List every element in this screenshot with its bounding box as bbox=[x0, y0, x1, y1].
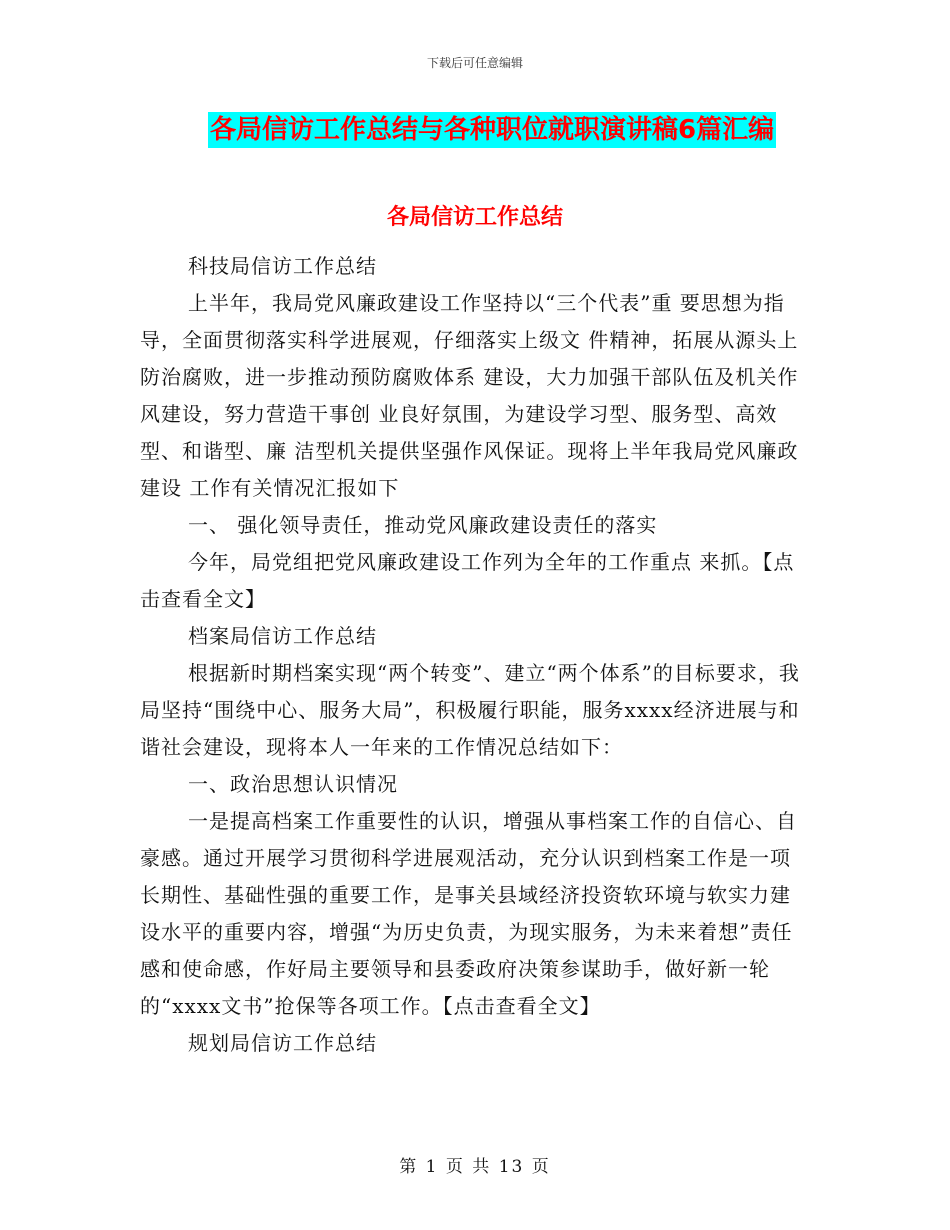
document-body bbox=[140, 248, 810, 1062]
article-heading-keji: 科技局信访工作总结 bbox=[188, 254, 377, 278]
paragraph-dangan-detail bbox=[140, 803, 810, 1025]
view-full-text-link[interactable]: 【点击查看全文】 bbox=[442, 994, 601, 1018]
paragraph-heading-politics: 一、政治思想认识情况 bbox=[188, 772, 398, 796]
paragraph-keji-intro: 上半年，我局党风廉政建设工作坚持以“三个代表”重 要思想为指导，全面贯彻落实科学进展观，仔细落实上级文 件精神，拓展从源头上防治腐败，进一步推动预防腐败体系 建设，大力加强干部队伍及机关作风建设，努力营造干事创 业良好氛围，为建设学习型、服务型、高效型、和谐型、廉 洁型机关提供坚强作风保证。现将上半年我局党风廉政建设 工作有关情况汇报如下 bbox=[140, 291, 799, 500]
paragraph-text: 今年，局党组把党风廉政建设工作列为全年的工作重点 来抓。 bbox=[188, 550, 763, 574]
header-note: 下载后可任意编辑 bbox=[426, 56, 523, 70]
paragraph-heading-1: 一、 强化领导责任，推动党风廉政建设责任的落实 bbox=[188, 513, 658, 537]
document-title: 各局信访工作总结与各种职位就职演讲稿6篇汇编 bbox=[208, 112, 776, 148]
article-heading-dangan: 档案局信访工作总结 bbox=[188, 624, 377, 648]
section-title: 各局信访工作总结 bbox=[386, 205, 563, 230]
article-heading-guihua: 规划局信访工作总结 bbox=[188, 1031, 377, 1055]
view-full-text-link[interactable]: 【点击查看全文】 bbox=[140, 550, 795, 611]
page-number: 第 1 页 共 13 页 bbox=[399, 1157, 551, 1177]
paragraph-dangan-intro: 根据新时期档案实现“两个转变”、建立“两个体系”的目标要求，我局坚持“围绕中心、服务大局”，积极履行职能，服务xxxx经济进展与和谐社会建设，现将本人一年来的工作情况总结如下： bbox=[140, 661, 800, 759]
paragraph-keji-detail bbox=[140, 544, 810, 618]
paragraph-text: 一是提高档案工作重要性的认识，增强从事档案工作的自信心、自豪感。通过开展学习贯彻科学进展观活动，充分认识到档案工作是一项长期性、基础性强的重要工作，是事关县域经济投资软环境与软实力建设水平的重要内容，增强“为历史负责，为现实服务，为未来着想”责任感和使命感，作好局主要领导和县委政府决策参谋助手，做好新一轮的“xxxx文书”抢保等各项工作。 bbox=[140, 809, 797, 1018]
